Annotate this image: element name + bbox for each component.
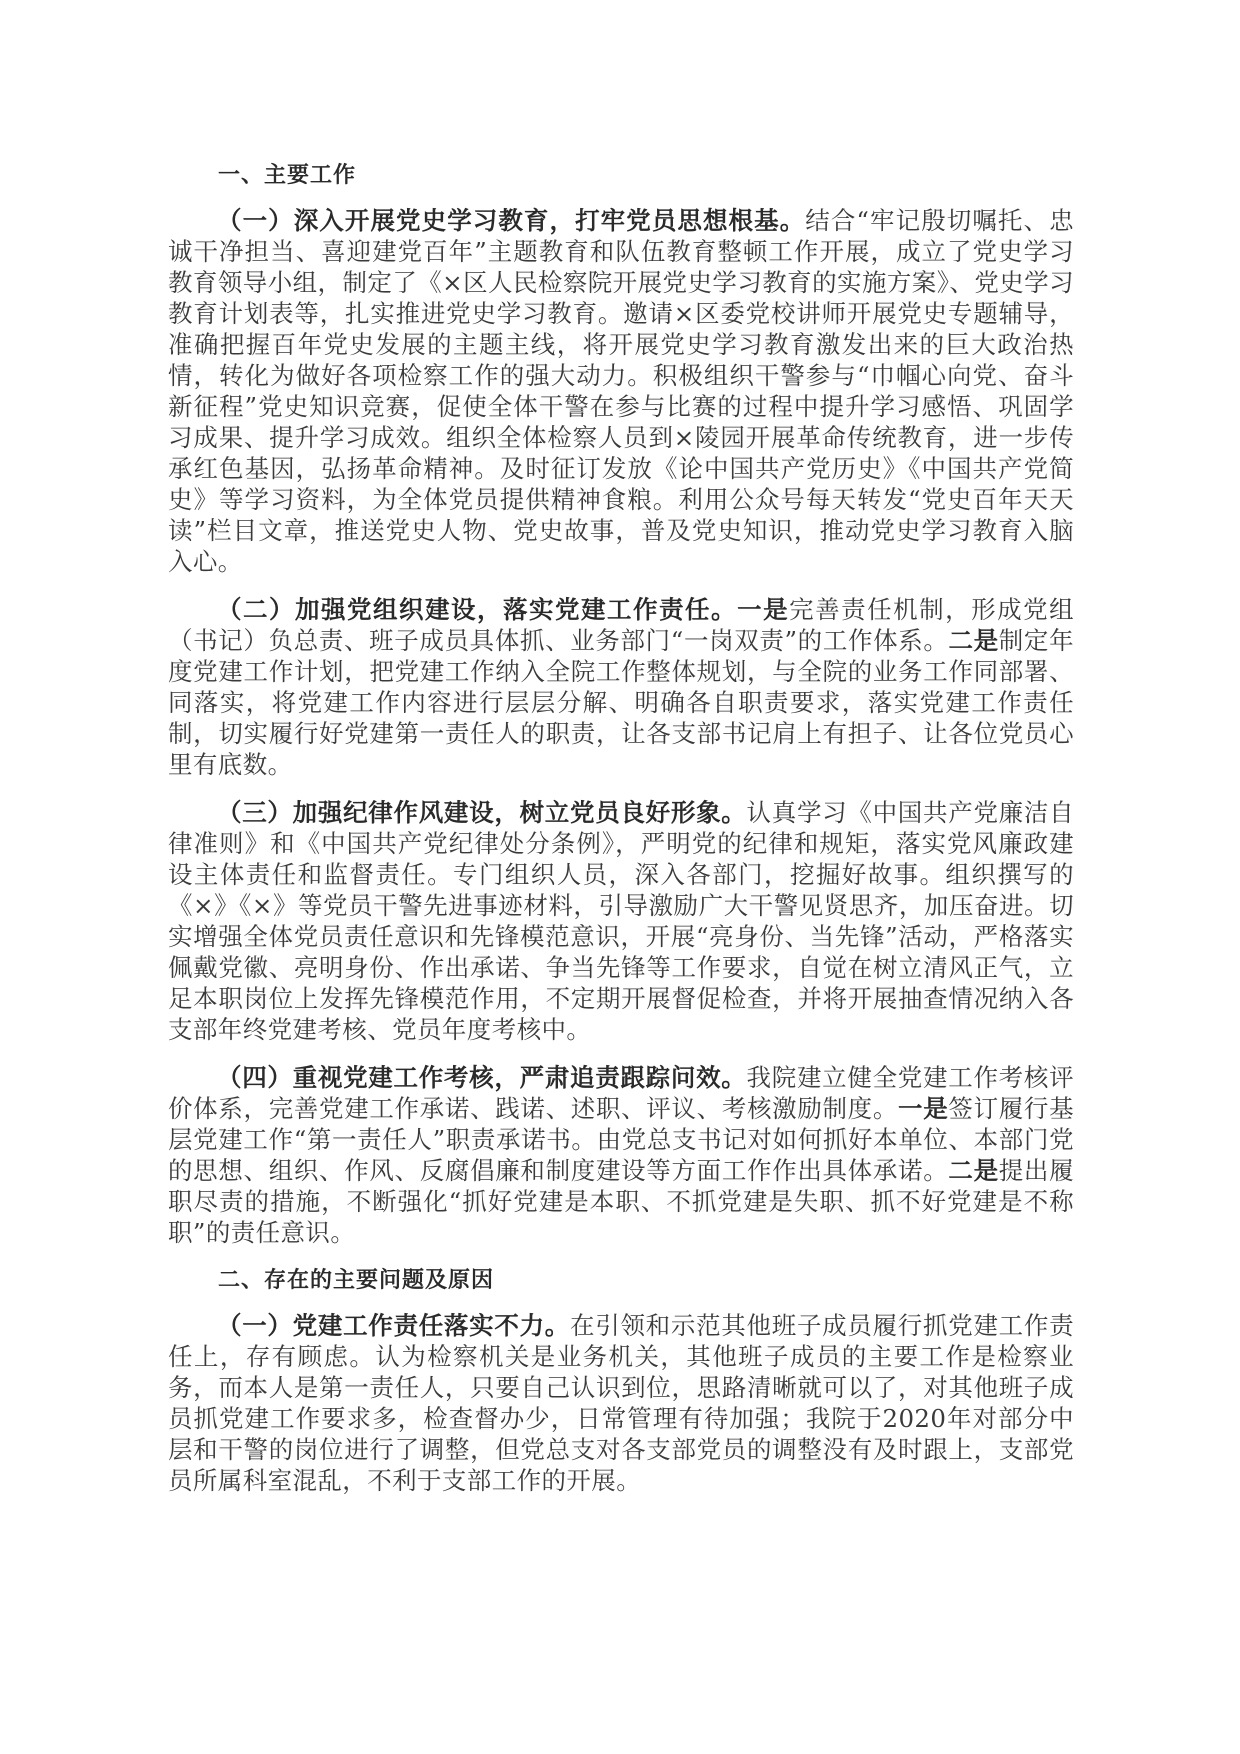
- paragraph-lead: （四）重视党建工作考核，严肃追责跟踪问效。: [217, 1063, 747, 1092]
- enumeration-mark: 二是: [948, 626, 999, 655]
- paragraph-body: 签订履行基层党建工作“第一责任人”职责承诺书。由党总支书记对如何抓好本单位、本部门党的思想、组织、作风、反腐倡廉和制度建设等方面工作作出具体承诺。: [168, 1094, 1075, 1185]
- paragraph-lead: （三）加强纪律作风建设，树立党员良好形象。: [217, 798, 747, 827]
- paragraph-body: 结合“牢记殷切嘱托、忠诚干净担当、喜迎建党百年”主题教育和队伍教育整顿工作开展，成立了党史学习教育领导小组，制定了《×区人民检察院开展党史学习教育的实施方案》、党史学习教育计划表等，扎实推进党史学习教育。邀请×区委党校讲师开展党史专题辅导，准确把握百年党史发展的主题主线，将开展党史学习教育激发出来的巨大政治热情，转化为做好各项检察工作的强大动力。积极组织干警参与“巾帼心向党、奋斗新征程”党史知识竞赛，促使全体干警在参与比赛的过程中提升学习感悟、巩固学习成果、提升学习成效。组织全体检察人员到×陵园开展革命传统教育，进一步传承红色基因，弘扬革命精神。及时征订发放《论中国共产党历史》《中国共产党简史》等学习资料，为全体党员提供精神食粮。利用公众号每天转发“党史百年天天读”栏目文章，推送党史人物、党史故事，普及党史知识，推动党史学习教育入脑入心。: [168, 206, 1074, 576]
- paragraph-body: 认真学习《中国共产党廉洁自律准则》和《中国共产党纪律处分条例》，严明党的纪律和规矩，落实党风廉政建设主体责任和监督责任。专门组织人员，深入各部门，挖掘好故事。组织撰写的《×》《×》等党员干警先进事迹材料，引导激励广大干警见贤思齐，加压奋进。切实增强全体党员责任意识和先锋模范意识，开展“亮身份、当先锋”活动，严格落实佩戴党徽、亮明身份、作出承诺、争当先锋等工作要求，自觉在树立清风正气，立足本职岗位上发挥先锋模范作用，不定期开展督促检查，并将开展抽查情况纳入各支部年终党建考核、党员年度考核中。: [168, 798, 1074, 1044]
- paragraph-responsibility-issue: [168, 1310, 1074, 1496]
- paragraph-party-history-education: [168, 205, 1074, 577]
- enumeration-mark: 一是: [898, 1094, 949, 1123]
- paragraph-body: 在引领和示范其他班子成员履行抓党建工作责任上，存有顾虑。认为检察机关是业务机关，其他班子成员的主要工作是检察业务，而本人是第一责任人，只要自己认识到位，思路清晰就可以了，对其他班子成员抓党建工作要求多，检查督办少，日常管理有待加强；我院于2020年对部分中层和干警的岗位进行了调整，但党总支对各支部党员的调整没有及时跟上，支部党员所属科室混乱，不利于支部工作的开展。: [168, 1311, 1074, 1495]
- enumeration-mark: 一是: [737, 595, 790, 624]
- section-heading-problems: 二、存在的主要问题及原因: [218, 1268, 495, 1293]
- paragraph-lead: （一）党建工作责任落实不力。: [217, 1311, 571, 1340]
- document-page: [168, 160, 1074, 1513]
- section-heading-main-work: 一、主要工作: [218, 163, 357, 188]
- enumeration-mark: 二是: [948, 1156, 999, 1185]
- paragraph-body: 我院建立健全党建工作考核评价体系，完善党建工作承诺、践诺、述职、评议、考核激励制度。: [168, 1063, 1074, 1123]
- paragraph-discipline-style: [168, 797, 1074, 1045]
- paragraph-assessment: [168, 1062, 1074, 1248]
- paragraph-body: 提出履职尽责的措施，不断强化“抓好党建是本职、不抓党建是失职、抓不好党建是不称职”的责任意识。: [168, 1156, 1074, 1247]
- paragraph-lead: （一）深入开展党史学习教育，打牢党员思想根基。: [217, 206, 806, 235]
- paragraph-body: 制定年度党建工作计划，把党建工作纳入全院工作整体规划，与全院的业务工作同部署、同落实，将党建工作内容进行层层分解、明确各自职责要求，落实党建工作责任制，切实履行好党建第一责任人的职责，让各支部书记肩上有担子、让各位党员心里有底数。: [168, 626, 1074, 779]
- paragraph-party-organization: [168, 594, 1074, 780]
- paragraph-body: 完善责任机制，形成党组（书记）负总责、班子成员具体抓、业务部门“一岗双责”的工作体系。: [168, 595, 1075, 655]
- paragraph-lead: （二）加强党组织建设，落实党建工作责任。: [217, 595, 738, 624]
